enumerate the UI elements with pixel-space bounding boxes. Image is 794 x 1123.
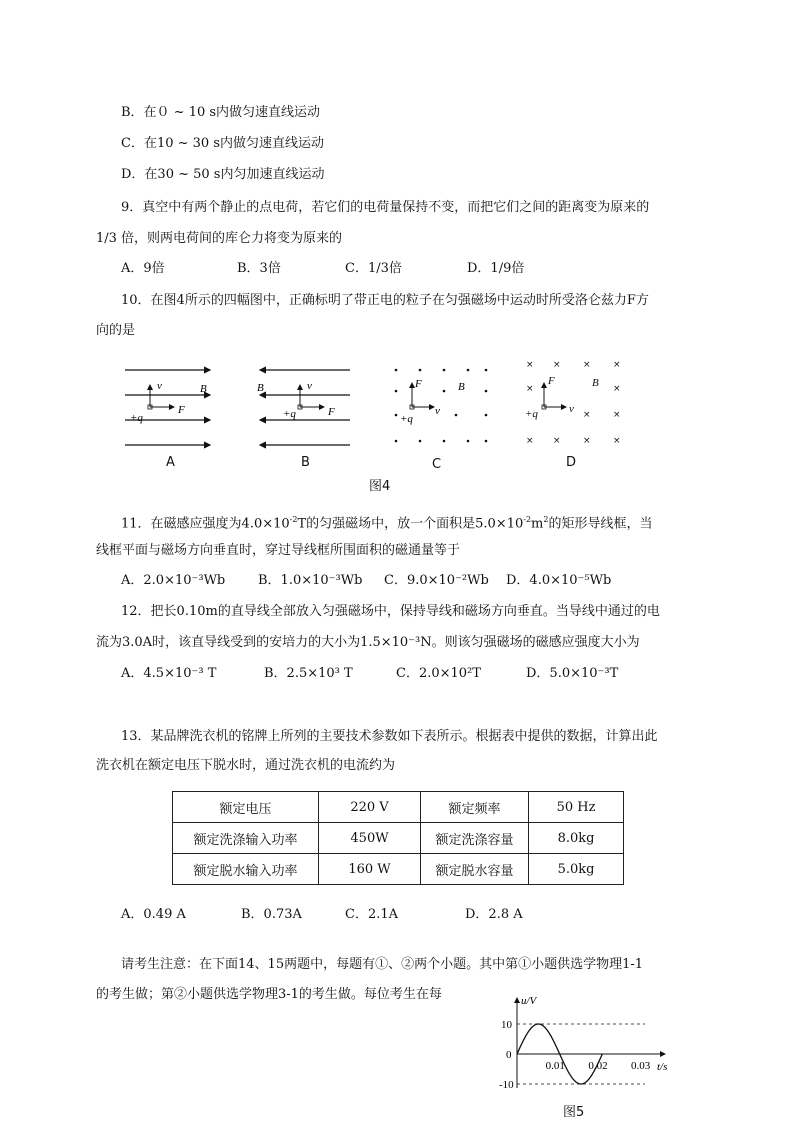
svg-text:×: × bbox=[583, 360, 591, 370]
q11-option-d: D．4.0×10⁻⁵Wb bbox=[506, 573, 612, 588]
figure-4-panel-d bbox=[525, 360, 621, 446]
svg-text:×: × bbox=[583, 436, 591, 446]
q8-option-b: B．在０ ~ 10 s内做匀速直线运动 bbox=[121, 105, 321, 120]
fig4d-q: +q bbox=[525, 408, 538, 420]
y-tick-label: -10 bbox=[499, 1079, 514, 1091]
q13-option-c: C．2.1A bbox=[345, 907, 399, 922]
svg-text:×: × bbox=[613, 384, 621, 394]
spec-table bbox=[172, 791, 624, 885]
svg-text:×: × bbox=[526, 436, 534, 446]
q11-option-a: A．2.0×10⁻³Wb bbox=[121, 573, 226, 588]
x-axis-label: t/s bbox=[657, 1061, 668, 1073]
q12-option-c: C．2.0×10²T bbox=[396, 666, 481, 681]
svg-text:×: × bbox=[526, 384, 534, 394]
x-tick-label: 0.03 bbox=[631, 1060, 651, 1072]
q8-option-c: C．在10 ~ 30 s内做匀速直线运动 bbox=[121, 136, 324, 151]
q11-stem-line1: 11．在磁感应强度为$4.0\times 10^{-2}T$的匀强磁场中，放一个面积是$5.0\times 10^{-2}m^2$的矩形导线框，当 bbox=[121, 515, 653, 532]
q13-stem-line2: 洗衣机在额定电压下脱水时，通过洗衣机的电流约为 bbox=[96, 758, 396, 773]
figure-4-panel-c bbox=[395, 369, 488, 443]
svg-text:×: × bbox=[553, 436, 561, 446]
q11-option-b: B．1.0×10⁻³Wb bbox=[258, 573, 363, 588]
fig4c-v: v bbox=[435, 405, 440, 417]
notice-line2: 的考生做；第②小题供选学物理3-1的考生做。每位考生在每 bbox=[96, 987, 442, 1002]
q11-stem-line2: 线框平面与磁场方向垂直时，穿过导线框所围面积的磁通量等于 bbox=[96, 543, 461, 558]
fig4b-B: B bbox=[257, 382, 264, 394]
q9-option-b: B．3倍 bbox=[237, 261, 281, 276]
q10-stem-line1: 10．在图4所示的四幅图中，正确标明了带正电的粒子在匀强磁场中运动时所受洛仑兹力F方 bbox=[121, 293, 649, 308]
fig4b-q: +q bbox=[283, 408, 296, 420]
fig4b-F: F bbox=[328, 406, 335, 418]
svg-text:×: × bbox=[613, 436, 621, 446]
q12-stem-line1: 12．把长0.10m的直导线全部放入匀强磁场中，保持导线和磁场方向垂直。当导线中通过的电 bbox=[121, 604, 660, 619]
fig4-label-a: A bbox=[166, 455, 175, 470]
figure-4-panel-b bbox=[257, 370, 350, 445]
q12-option-d: D．5.0×10⁻³T bbox=[526, 666, 619, 681]
svg-text:×: × bbox=[583, 410, 591, 420]
fig4a-B: B bbox=[200, 383, 207, 395]
q13-option-d: D．2.8 A bbox=[465, 907, 523, 922]
figure-5-chart bbox=[495, 990, 685, 1095]
fig4-label-d: D bbox=[566, 455, 577, 470]
q12-stem-line2: 流为3.0A时，该直导线受到的安培力的大小为1.5×10⁻³N。则该匀强磁场的磁感应强度大小为 bbox=[96, 635, 640, 650]
q9-option-d: D．1/9倍 bbox=[467, 261, 525, 276]
svg-text:×: × bbox=[553, 360, 561, 370]
fig4-label-c: C bbox=[432, 457, 442, 472]
fig4d-B: B bbox=[592, 377, 599, 389]
fig4c-F: F bbox=[415, 378, 422, 390]
fig4b-v: v bbox=[307, 380, 312, 392]
q9-stem-line2: 1/3 倍，则两电荷间的库仑力将变为原来的 bbox=[96, 231, 343, 246]
q12-option-a: A．4.5×10⁻³ T bbox=[121, 666, 217, 681]
figure-4-panel-a bbox=[125, 370, 210, 445]
y-tick-label: 10 bbox=[501, 1019, 512, 1031]
q8-option-d: D．在30 ~ 50 s内匀加速直线运动 bbox=[121, 167, 325, 182]
fig4-label-b: B bbox=[301, 455, 310, 470]
q10-stem-line2: 向的是 bbox=[96, 323, 136, 338]
svg-text:×: × bbox=[526, 360, 534, 370]
fig4a-v: v bbox=[157, 380, 162, 392]
fig4a-F: F bbox=[178, 404, 185, 416]
y-tick-label: 0 bbox=[506, 1049, 512, 1061]
q12-option-b: B．2.5×10³ T bbox=[264, 666, 353, 681]
table-row: 额定电压 220 V 额定频率 50 Hz bbox=[173, 792, 624, 823]
y-axis-label: u/V bbox=[521, 995, 537, 1007]
fig4-caption: 图4 bbox=[369, 479, 391, 494]
q13-option-a: A．0.49 A bbox=[121, 907, 186, 922]
q11-option-c: C．9.0×10⁻²Wb bbox=[384, 573, 489, 588]
q13-option-b: B．0.73A bbox=[241, 907, 302, 922]
q9-option-a: A．9倍 bbox=[121, 261, 165, 276]
q13-stem-line1: 13．某品牌洗衣机的铭牌上所列的主要技术参数如下表所示。根据表中提供的数据，计算出此 bbox=[121, 729, 658, 744]
fig4a-q: +q bbox=[130, 412, 143, 424]
svg-text:×: × bbox=[613, 360, 621, 370]
q9-stem-line1: 9．真空中有两个静止的点电荷，若它们的电荷量保持不变，而把它们之间的距离变为原来的 bbox=[121, 200, 650, 215]
table-row: 额定洗涤输入功率 450W 额定洗涤容量 8.0kg bbox=[173, 823, 624, 854]
fig4d-F: F bbox=[548, 375, 555, 387]
fig4d-v: v bbox=[569, 403, 574, 415]
table-row: 额定脱水输入功率 160 W 额定脱水容量 5.0kg bbox=[173, 854, 624, 885]
x-tick-label: 0.02 bbox=[588, 1060, 608, 1072]
svg-text:×: × bbox=[613, 410, 621, 420]
fig5-caption: 图5 bbox=[563, 1105, 585, 1120]
notice-line1: 请考生注意：在下面14、15两题中，每题有①、②两个小题。其中第①小题供选学物理1-1 bbox=[121, 957, 644, 972]
fig4c-B: B bbox=[458, 381, 465, 393]
x-tick-label: 0.01 bbox=[545, 1060, 565, 1072]
fig4c-q: +q bbox=[400, 413, 413, 425]
q9-option-c: C．1/3倍 bbox=[345, 261, 402, 276]
